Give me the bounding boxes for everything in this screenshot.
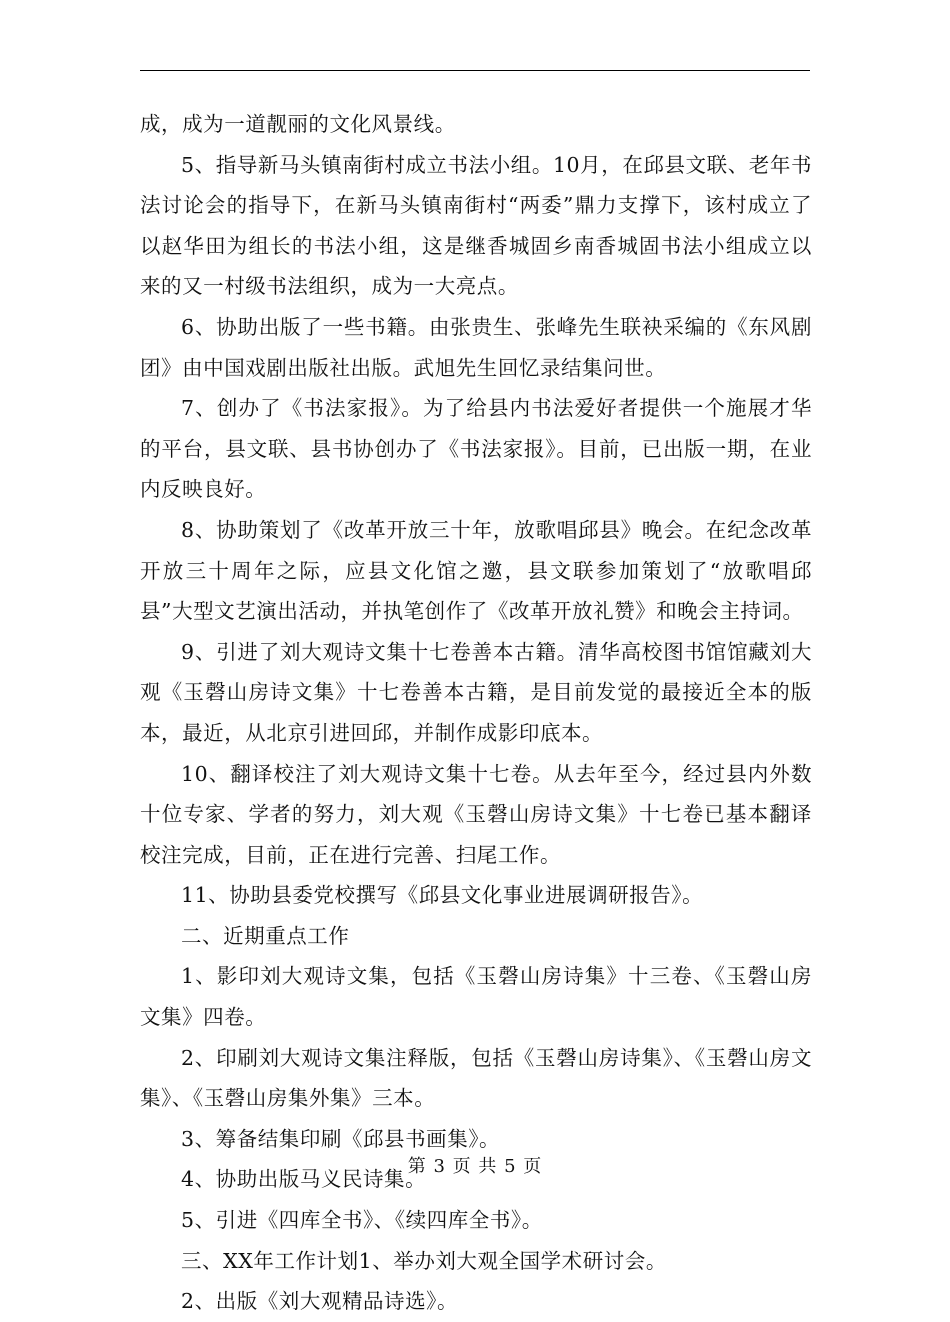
paragraph: 2、出版《刘大观精品诗选》。 [181, 1289, 458, 1314]
section-heading: 三、XX年工作计划1、举办刘大观全国学术研讨会。 [181, 1248, 667, 1273]
paragraph: 4、协助出版马义民诗集。 [181, 1167, 427, 1192]
paragraph: 5、指导新马头镇南街村成立书法小组。10月，在邱县文联、老年书法讨论会的指导下，在新马头镇南街村“两委”鼎力支撑下，该村成立了以赵华田为组长的书法小组，这是继香城固乡南香城固书法小组成立以来的又一村级书法组织，成为一大亮点。 [140, 152, 812, 299]
page-number-footer: 第 3 页 共 5 页 [407, 1156, 543, 1177]
header-rule [140, 70, 810, 71]
paragraph: 7、创办了《书法家报》。为了给县内书法爱好者提供一个施展才华的平台，县文联、县书协创办了《书法家报》。目前，已出版一期，在业内反映良好。 [140, 396, 812, 502]
paragraph: 成，成为一道靓丽的文化风景线。 [140, 112, 456, 136]
document-body [140, 104, 812, 1322]
paragraph: 5、引进《四库全书》、《续四库全书》。 [181, 1208, 543, 1233]
paragraph: 10、翻译校注了刘大观诗文集十七卷。从去年至今，经过县内外数十位专家、学者的努力，刘大观《玉磬山房诗文集》十七卷已基本翻译校注完成，目前，正在进行完善、扫尾工作。 [140, 761, 812, 867]
paragraph: 6、协助出版了一些书籍。由张贵生、张峰先生联袂采编的《东风剧团》由中国戏剧出版社出版。武旭先生回忆录结集问世。 [140, 314, 812, 380]
paragraph: 3、筹备结集印刷《邱县书画集》。 [181, 1126, 501, 1151]
section-heading: 二、近期重点工作 [181, 923, 350, 948]
paragraph: 9、引进了刘大观诗文集十七卷善本古籍。清华高校图书馆馆藏刘大观《玉磬山房诗文集》十七卷善本古籍，是目前发觉的最接近全本的版本，最近，从北京引进回邱，并制作成影印底本。 [140, 639, 812, 745]
paragraph: 11、协助县委党校撰写《邱县文化事业进展调研报告》。 [181, 883, 704, 908]
paragraph: 8、协助策划了《改革开放三十年，放歌唱邱县》晚会。在纪念改革开放三十周年之际，应县文化馆之邀，县文联参加策划了“放歌唱邱县”大型文艺演出活动，并执笔创作了《改革开放礼赞》和晚会主持词。 [140, 517, 812, 624]
paragraph: 1、影印刘大观诗文集，包括《玉磬山房诗集》十三卷、《玉磬山房文集》四卷。 [140, 964, 812, 1030]
paragraph: 2、印刷刘大观诗文集注释版，包括《玉磬山房诗集》、《玉磬山房文集》、《玉磬山房集外集》三本。 [140, 1045, 812, 1111]
